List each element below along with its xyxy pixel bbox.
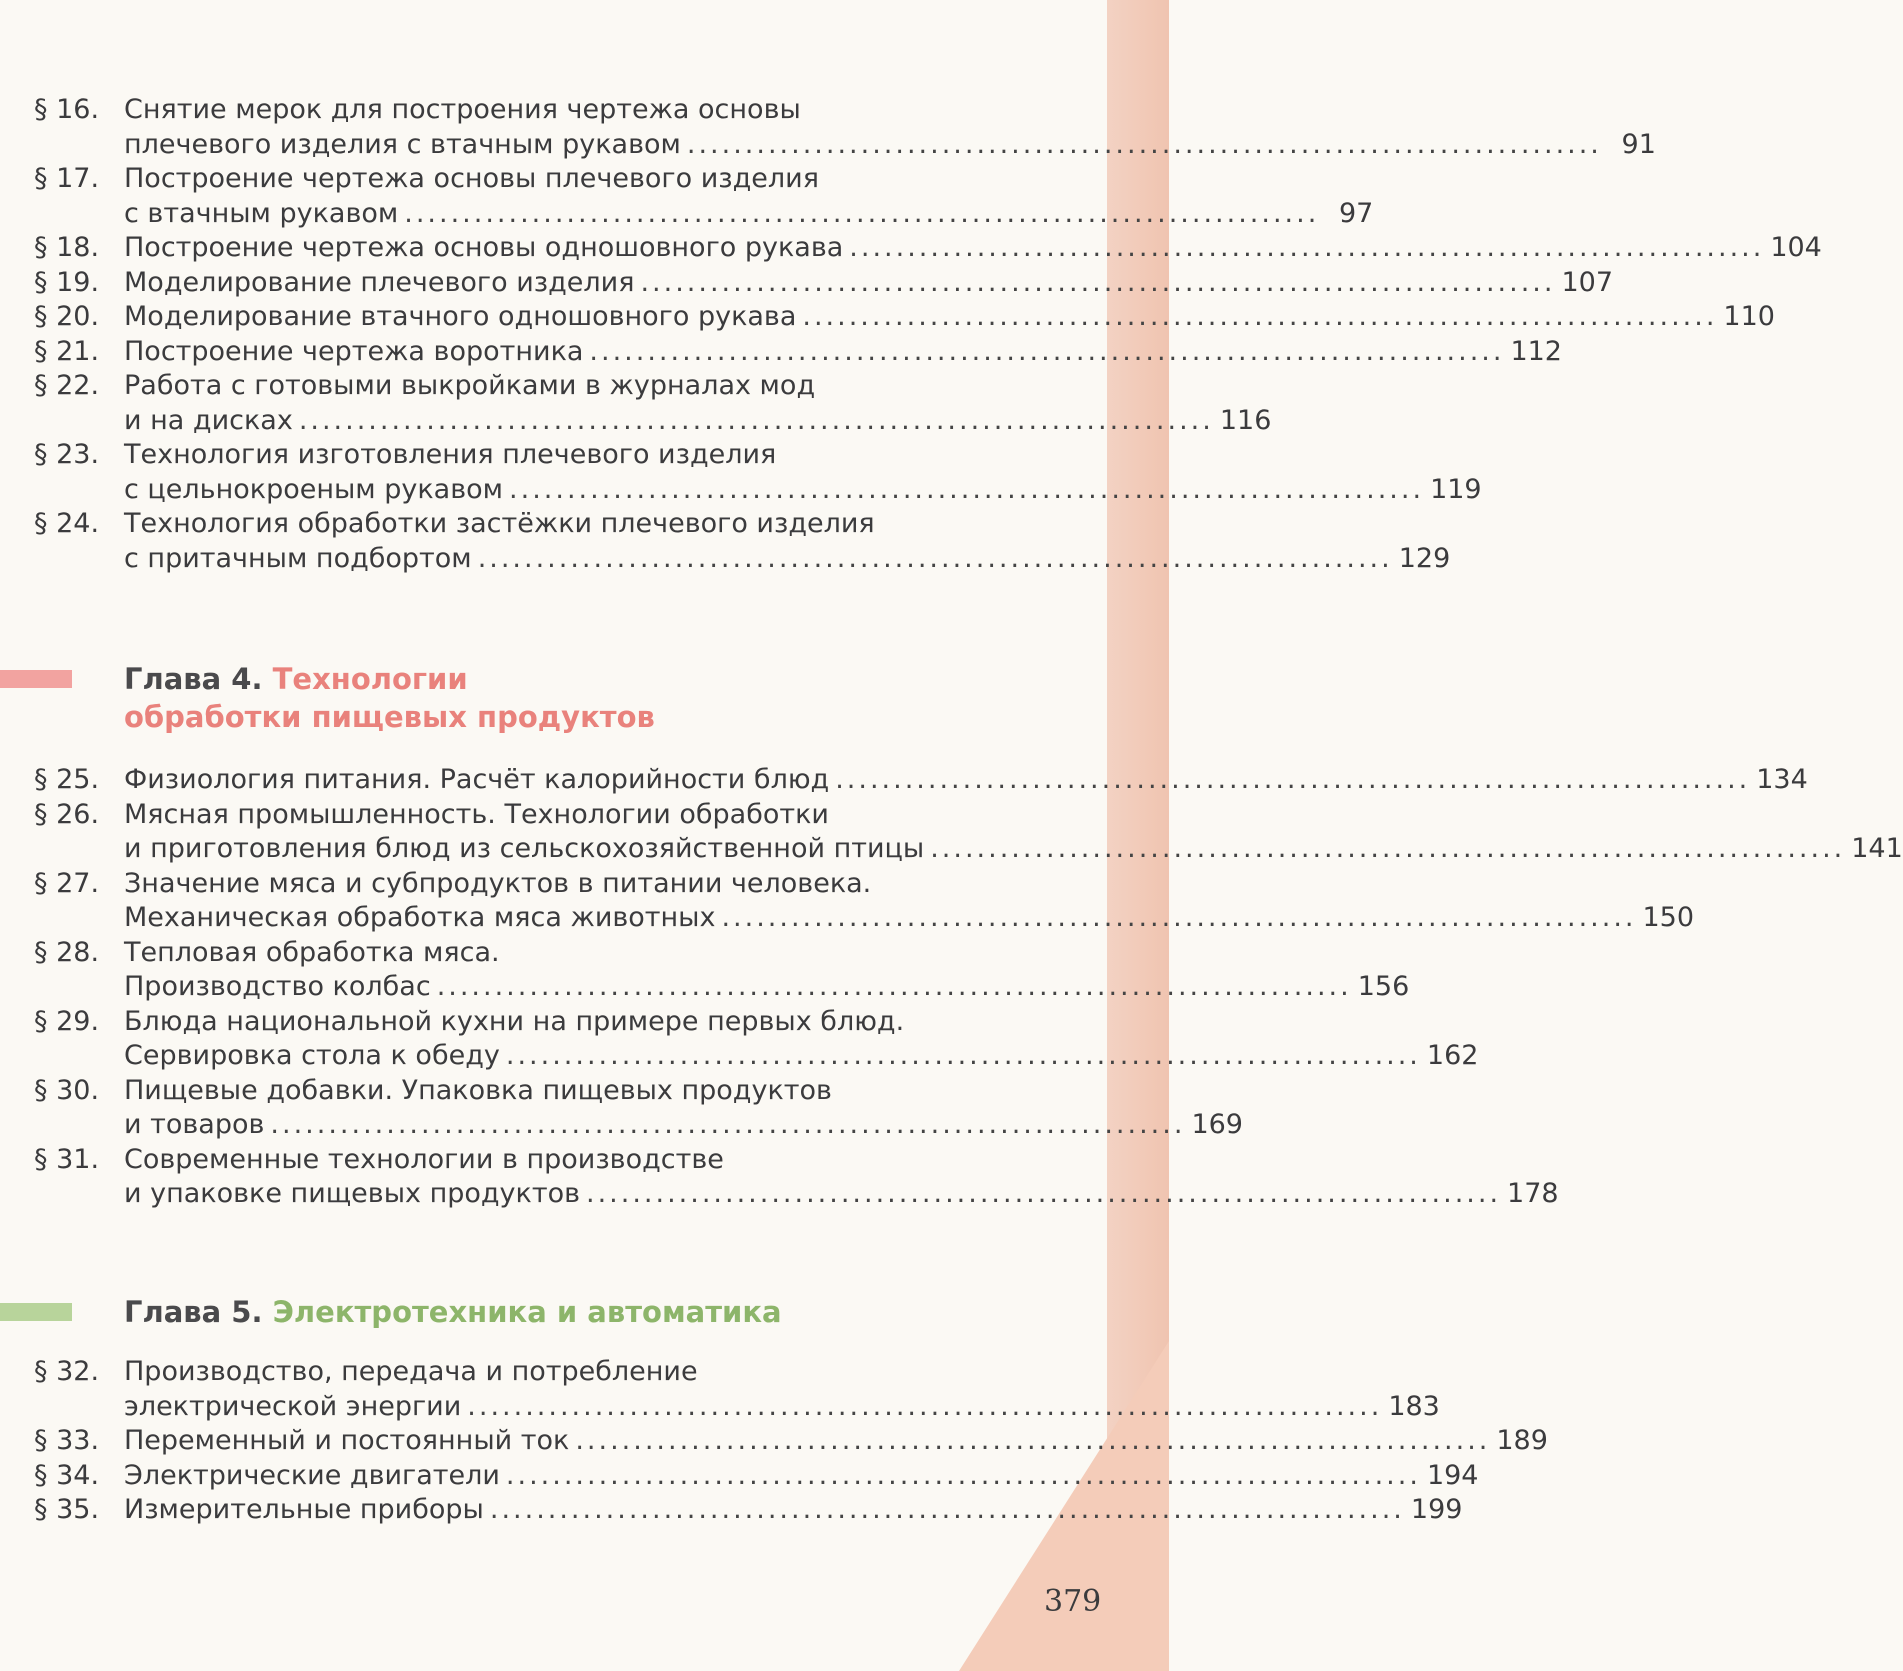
section-title: Моделирование втачного одношовного рукава [124, 299, 800, 335]
section-title: Механическая обработка мяса животных [124, 900, 719, 936]
section-number: § 34. [34, 1459, 100, 1491]
leader-dots: ............................................................................... [586, 1178, 1502, 1209]
section-number: § 35. [34, 1494, 100, 1525]
leader-dots: ............................................................................... [930, 833, 1846, 864]
page-ref: 194 [1426, 1459, 1479, 1491]
section-title: электрической энергии [124, 1389, 465, 1425]
leader-dots: ............................................................................... [477, 542, 1393, 574]
section-title: с притачным подбортом [124, 541, 476, 577]
page-ref: 112 [1510, 335, 1562, 367]
section-title: с цельнокроеным рукавом [124, 472, 507, 508]
section-title: Значение мяса и субпродуктов в питании человека. [124, 868, 875, 899]
section-title: Производство, передача и потребление [124, 1356, 702, 1387]
leader-dots: ............................................................................... [298, 404, 1214, 436]
section-title: Переменный и постоянный ток [124, 1423, 573, 1459]
section-number: § 17. [34, 163, 100, 194]
page-ref: 156 [1357, 971, 1410, 1002]
leader-dots: ............................................................................... [505, 1459, 1421, 1491]
section-title: Сервировка стола к обеду [124, 1038, 504, 1074]
section-number: § 23. [34, 439, 100, 470]
page-ref: 141 [1851, 833, 1903, 864]
section-title: с втачным рукавом [124, 196, 402, 232]
leader-dots: ............................................................................... [404, 197, 1320, 229]
page-ref: 107 [1561, 266, 1614, 298]
chapter-title-line2: обработки пищевых продуктов [124, 700, 655, 734]
page-ref: 110 [1723, 301, 1775, 332]
leader-dots: ............................................................................... [436, 971, 1352, 1002]
section-number: § 21. [34, 335, 100, 367]
leader-dots: ............................................................................... [505, 1040, 1421, 1071]
section-title: Современные технологии в производстве [124, 1144, 728, 1175]
section-title: Построение чертежа основы плечевого изделия [124, 163, 823, 194]
section-number: § 26. [34, 798, 100, 830]
leader-dots: ............................................................................... [640, 266, 1556, 298]
section-number: § 32. [34, 1356, 100, 1387]
section-number: § 18. [34, 232, 100, 263]
section-number: § 27. [34, 867, 100, 899]
leader-dots: ............................................................................... [686, 128, 1602, 160]
leader-dots: ............................................................................... [721, 902, 1637, 933]
page-ref: 178 [1507, 1178, 1559, 1209]
leader-dots: ............................................................................... [575, 1425, 1491, 1456]
page-ref: 199 [1410, 1494, 1463, 1525]
section-title: Измерительные приборы [124, 1492, 488, 1528]
chapter-prefix: Глава 4. [124, 662, 263, 696]
leader-dots: ............................................................................... [589, 335, 1505, 367]
page-ref: 183 [1388, 1390, 1440, 1422]
leader-dots: ............................................................................... [467, 1390, 1383, 1422]
section-title: Моделирование плечевого изделия [124, 265, 638, 301]
section-title: Технология обработки застёжки плечевого изделия [124, 508, 879, 539]
chapter-title: Электротехника и автоматика [272, 1295, 782, 1329]
section-title: Физиология питания. Расчёт калорийности блюд [124, 762, 833, 798]
leader-dots: ............................................................................... [802, 301, 1718, 332]
leader-dots: ............................................................................... [489, 1494, 1405, 1525]
section-title: Производство колбас [124, 969, 435, 1005]
section-title: Блюда национальной кухни на примере первых блюд. [124, 1006, 908, 1037]
page-number: 379 [1044, 1584, 1102, 1619]
section-number: § 22. [34, 370, 100, 401]
page-ref: 129 [1398, 542, 1451, 574]
section-number: § 16. [34, 94, 100, 125]
leader-dots: ............................................................................... [270, 1109, 1186, 1140]
leader-dots: ............................................................................... [509, 473, 1425, 505]
section-title: Построение чертежа воротника [124, 334, 587, 370]
section-number: § 30. [34, 1074, 100, 1106]
page-ref: 91 [1621, 128, 1656, 160]
section-title: Мясная промышленность. Технологии обработки [124, 799, 833, 830]
page-ref: 104 [1770, 232, 1822, 263]
page-ref: 150 [1642, 902, 1695, 933]
page-ref: 116 [1219, 404, 1272, 436]
section-number: § 25. [34, 764, 100, 795]
section-title: Технология изготовления плечевого изделия [124, 439, 780, 470]
section-title: Пищевые добавки. Упаковка пищевых продуктов [124, 1075, 836, 1106]
page-ref: 97 [1338, 197, 1374, 229]
section-title: Построение чертежа основы одношовного рукава [124, 230, 847, 266]
section-title: и на дисках [124, 403, 297, 439]
page-ref: 169 [1191, 1109, 1243, 1140]
section-number: § 19. [34, 266, 100, 298]
section-number: § 31. [34, 1143, 100, 1175]
section-title: Тепловая обработка мяса. [124, 937, 504, 968]
section-number: § 24. [34, 508, 100, 539]
section-number: § 29. [34, 1005, 100, 1037]
chapter-title: Технологии [272, 662, 468, 696]
section-title: и товаров [124, 1107, 268, 1143]
chapter-color-bar [0, 670, 72, 688]
section-title: Электрические двигатели [124, 1458, 504, 1494]
chapter-prefix: Глава 5. [124, 1295, 263, 1329]
section-title: и приготовления блюд из сельскохозяйственной птицы [124, 831, 928, 867]
page-ref: 162 [1426, 1040, 1479, 1071]
leader-dots: ............................................................................... [849, 232, 1765, 263]
section-number: § 28. [34, 936, 100, 968]
chapter-color-bar [0, 1303, 72, 1321]
page-ref: 119 [1430, 473, 1482, 505]
section-title: и упаковке пищевых продуктов [124, 1176, 584, 1212]
leader-dots: ............................................................................... [835, 764, 1751, 795]
page-ref: 189 [1496, 1425, 1548, 1456]
section-title: Работа с готовыми выкройками в журналах мод [124, 370, 819, 401]
section-number: § 20. [34, 301, 100, 332]
section-number: § 33. [34, 1425, 100, 1456]
section-title: плечевого изделия с втачным рукавом [124, 127, 685, 163]
section-title: Снятие мерок для построения чертежа основы [124, 94, 805, 125]
page-ref: 134 [1756, 764, 1808, 795]
